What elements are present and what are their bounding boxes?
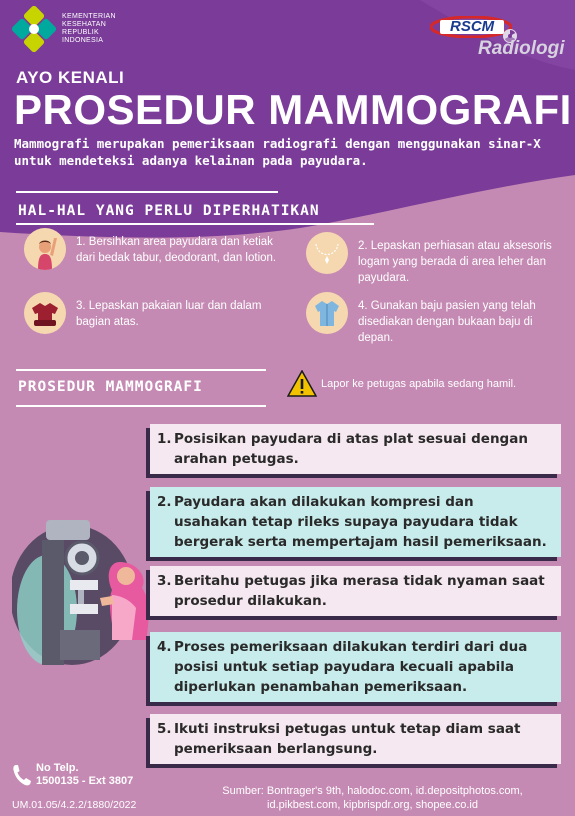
procedure-section-title: PROSEDUR MAMMOGRAFI: [18, 379, 203, 395]
attention-item-text: 2. Lepaskan perhiasan atau aksesoris logam yang berada di area leher dan payudara.: [358, 240, 552, 284]
attention-item-text: 3. Lepaskan pakaian luar dan dalam bagian atas.: [76, 300, 262, 328]
attention-item-text: 1. Bersihkan area payudara dan ketiak dari bedak tabur, deodorant, dan lotion.: [76, 236, 277, 264]
page-title: PROSEDUR MAMMOGRAFI: [14, 86, 572, 133]
step-text: Beritahu petugas jika merasa tidak nyaman saat prosedur dilakukan.: [174, 573, 545, 609]
ministry-logo: [12, 6, 132, 52]
attention-item: [24, 292, 296, 334]
procedure-step-2: [150, 487, 561, 557]
warning-icon: [287, 370, 317, 397]
phone-label: No Telp.: [36, 762, 79, 774]
radiologi-text: Radiologi: [478, 38, 565, 59]
attention-item: [306, 292, 568, 346]
procedure-step-3: [150, 566, 561, 616]
ministry-name: KEMENTERIAN KESEHATAN REPUBLIK INDONESIA: [62, 13, 116, 44]
document-code: UM.01.05/4.2.2/1880/2022: [12, 799, 137, 811]
step-number: 1.: [157, 431, 172, 447]
step-text: Ikuti instruksi petugas untuk tetap diam saat pemeriksaan berlangsung.: [174, 721, 521, 757]
procedure-step-4: [150, 632, 561, 702]
warning-text: Lapor ke petugas apabila sedang hamil.: [321, 377, 517, 390]
mammography-illustration: [12, 500, 152, 670]
sources: [180, 784, 565, 812]
divider: [16, 223, 374, 225]
patient-gown-icon: [306, 292, 348, 334]
procedure-step-5: [150, 714, 561, 764]
divider: [16, 405, 266, 407]
step-text: Posisikan payudara di atas plat sesuai dengan arahan petugas.: [174, 431, 528, 467]
attention-item-text: 4. Gunakan baju pasien yang telah disediakan dengan bukaan baju di depan.: [358, 300, 536, 344]
step-number: 5.: [157, 721, 172, 737]
folded-clothes-icon: [24, 292, 66, 334]
step-number: 4.: [157, 639, 172, 655]
phone-number: 1500135 - Ext 3807: [36, 775, 134, 787]
procedure-step-1: [150, 424, 561, 474]
woman-raising-arm-icon: [24, 228, 66, 270]
page-kicker: AYO KENALI: [16, 68, 125, 87]
ministry-emblem-icon: [12, 6, 56, 52]
necklace-icon: [306, 232, 348, 274]
divider: [16, 369, 266, 371]
attention-item: [306, 232, 568, 286]
step-text: Proses pemeriksaan dilakukan terdiri dari dua posisi untuk setiap payudara kecuali apabila diperlukan penambahan pemeriksaan.: [174, 639, 528, 695]
sources-line: id.pikbest.com, kipbrispdr.org, shopee.co.id: [267, 799, 478, 811]
rscm-text: RSCM: [450, 18, 495, 35]
pregnancy-warning: [287, 370, 516, 397]
step-text: Payudara akan dilakukan kompresi dan usahakan tetap rileks supaya payudara tidak bergerak serta mempertajam hasil pemeriksaan.: [174, 494, 547, 550]
attention-item: [24, 228, 286, 270]
phone-icon: [12, 763, 32, 787]
step-number: 2.: [157, 494, 172, 510]
sources-line: Sumber: Bontrager's 9th, halodoc.com, id.depositphotos.com,: [222, 785, 523, 797]
attention-section-title: HAL-HAL YANG PERLU DIPERHATIKAN: [18, 203, 320, 219]
intro-paragraph: Mammografi merupakan pemeriksaan radiografi dengan menggunakan sinar-X untuk mendeteksi adanya kelainan pada payudara.: [14, 136, 541, 168]
contact-phone: [12, 762, 133, 788]
rscm-logo: [430, 12, 570, 62]
divider: [16, 191, 278, 193]
step-number: 3.: [157, 573, 172, 589]
